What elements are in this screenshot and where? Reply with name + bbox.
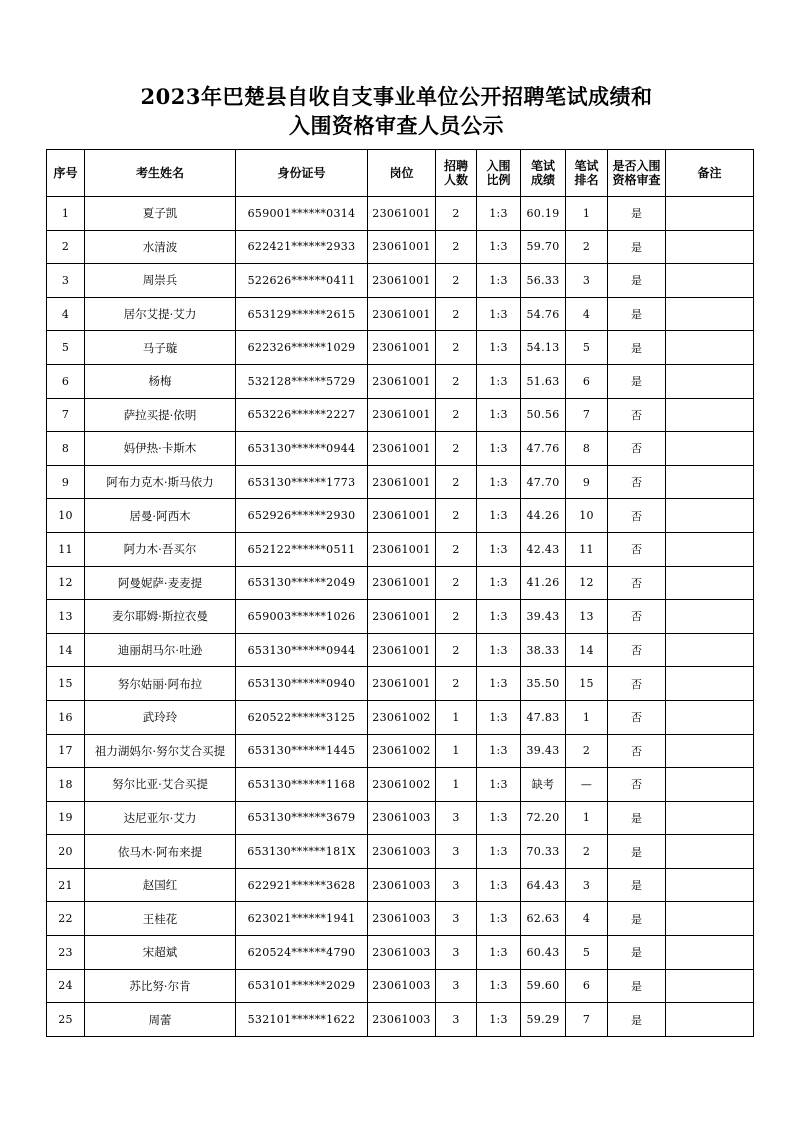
cell-post: 23061003 bbox=[368, 835, 436, 869]
cell-id: 622921******3628 bbox=[236, 868, 368, 902]
cell-id: 620522******3125 bbox=[236, 700, 368, 734]
header-ratio: 入围 比例 bbox=[477, 150, 521, 197]
cell-score: 47.70 bbox=[521, 465, 566, 499]
cell-qualify: 否 bbox=[608, 768, 666, 802]
cell-id: 653130******0944 bbox=[236, 633, 368, 667]
cell-score: 70.33 bbox=[521, 835, 566, 869]
cell-ratio: 1:3 bbox=[477, 768, 521, 802]
cell-qualify: 否 bbox=[608, 398, 666, 432]
table-header-row bbox=[47, 150, 754, 197]
cell-post: 23061002 bbox=[368, 700, 436, 734]
cell-seq: 1 bbox=[47, 197, 85, 231]
cell-name: 努尔姑丽·阿布拉 bbox=[85, 667, 236, 701]
cell-id: 653130******0940 bbox=[236, 667, 368, 701]
cell-name: 水清波 bbox=[85, 230, 236, 264]
cell-seq: 3 bbox=[47, 264, 85, 298]
cell-recruit: 2 bbox=[436, 297, 477, 331]
cell-post: 23061003 bbox=[368, 969, 436, 1003]
cell-seq: 13 bbox=[47, 600, 85, 634]
cell-seq: 4 bbox=[47, 297, 85, 331]
cell-name: 苏比努·尔肯 bbox=[85, 969, 236, 1003]
cell-seq: 20 bbox=[47, 835, 85, 869]
cell-name: 萨拉买提·依明 bbox=[85, 398, 236, 432]
cell-remark bbox=[666, 499, 754, 533]
cell-seq: 14 bbox=[47, 633, 85, 667]
cell-recruit: 3 bbox=[436, 969, 477, 1003]
cell-ratio: 1:3 bbox=[477, 297, 521, 331]
cell-name: 周崇兵 bbox=[85, 264, 236, 298]
table-row bbox=[47, 734, 754, 768]
cell-id: 653130******2049 bbox=[236, 566, 368, 600]
cell-remark bbox=[666, 331, 754, 365]
cell-id: 653226******2227 bbox=[236, 398, 368, 432]
cell-qualify: 是 bbox=[608, 969, 666, 1003]
cell-id: 653130******1168 bbox=[236, 768, 368, 802]
cell-name: 周蕾 bbox=[85, 1003, 236, 1037]
cell-ratio: 1:3 bbox=[477, 734, 521, 768]
cell-rank: 13 bbox=[566, 600, 608, 634]
cell-score: 35.50 bbox=[521, 667, 566, 701]
cell-recruit: 2 bbox=[436, 264, 477, 298]
cell-name: 赵国红 bbox=[85, 868, 236, 902]
cell-seq: 16 bbox=[47, 700, 85, 734]
cell-post: 23061001 bbox=[368, 465, 436, 499]
cell-id: 653130******1773 bbox=[236, 465, 368, 499]
cell-id: 622421******2933 bbox=[236, 230, 368, 264]
cell-score: 59.60 bbox=[521, 969, 566, 1003]
cell-qualify: 是 bbox=[608, 835, 666, 869]
cell-ratio: 1:3 bbox=[477, 230, 521, 264]
cell-qualify: 否 bbox=[608, 432, 666, 466]
cell-remark bbox=[666, 600, 754, 634]
cell-name: 阿力木·吾买尔 bbox=[85, 532, 236, 566]
cell-score: 54.76 bbox=[521, 297, 566, 331]
cell-rank: 4 bbox=[566, 902, 608, 936]
table-row bbox=[47, 600, 754, 634]
cell-id: 659001******0314 bbox=[236, 197, 368, 231]
cell-rank: 2 bbox=[566, 835, 608, 869]
cell-seq: 9 bbox=[47, 465, 85, 499]
cell-qualify: 是 bbox=[608, 1003, 666, 1037]
table-row bbox=[47, 499, 754, 533]
cell-rank: 8 bbox=[566, 432, 608, 466]
cell-qualify: 否 bbox=[608, 566, 666, 600]
cell-name: 居曼·阿西木 bbox=[85, 499, 236, 533]
cell-post: 23061001 bbox=[368, 364, 436, 398]
cell-seq: 7 bbox=[47, 398, 85, 432]
cell-remark bbox=[666, 297, 754, 331]
cell-post: 23061001 bbox=[368, 197, 436, 231]
cell-qualify: 是 bbox=[608, 331, 666, 365]
cell-ratio: 1:3 bbox=[477, 566, 521, 600]
cell-name: 迪丽胡马尔·吐逊 bbox=[85, 633, 236, 667]
cell-rank: 10 bbox=[566, 499, 608, 533]
cell-name: 居尔艾提·艾力 bbox=[85, 297, 236, 331]
cell-recruit: 3 bbox=[436, 868, 477, 902]
cell-recruit: 2 bbox=[436, 230, 477, 264]
cell-seq: 10 bbox=[47, 499, 85, 533]
cell-rank: 1 bbox=[566, 700, 608, 734]
cell-remark bbox=[666, 532, 754, 566]
cell-score: 62.63 bbox=[521, 902, 566, 936]
cell-remark bbox=[666, 264, 754, 298]
table-row bbox=[47, 432, 754, 466]
cell-ratio: 1:3 bbox=[477, 801, 521, 835]
cell-rank: 6 bbox=[566, 969, 608, 1003]
cell-name: 阿布力克木·斯马依力 bbox=[85, 465, 236, 499]
cell-qualify: 否 bbox=[608, 633, 666, 667]
cell-seq: 24 bbox=[47, 969, 85, 1003]
cell-id: 522626******0411 bbox=[236, 264, 368, 298]
cell-name: 祖力湖妈尔·努尔艾合买提 bbox=[85, 734, 236, 768]
cell-score: 47.76 bbox=[521, 432, 566, 466]
cell-seq: 19 bbox=[47, 801, 85, 835]
cell-id: 653130******3679 bbox=[236, 801, 368, 835]
cell-post: 23061003 bbox=[368, 1003, 436, 1037]
cell-recruit: 1 bbox=[436, 768, 477, 802]
header-qualify: 是否入围 资格审查 bbox=[608, 150, 666, 197]
cell-recruit: 3 bbox=[436, 801, 477, 835]
table-row bbox=[47, 902, 754, 936]
cell-score: 38.33 bbox=[521, 633, 566, 667]
cell-recruit: 2 bbox=[436, 364, 477, 398]
cell-post: 23061003 bbox=[368, 801, 436, 835]
cell-post: 23061001 bbox=[368, 432, 436, 466]
cell-id: 532101******1622 bbox=[236, 1003, 368, 1037]
table-row bbox=[47, 969, 754, 1003]
cell-recruit: 3 bbox=[436, 1003, 477, 1037]
cell-rank: 7 bbox=[566, 1003, 608, 1037]
cell-name: 努尔比亚·艾合买提 bbox=[85, 768, 236, 802]
cell-remark bbox=[666, 1003, 754, 1037]
cell-seq: 8 bbox=[47, 432, 85, 466]
cell-remark bbox=[666, 734, 754, 768]
cell-seq: 17 bbox=[47, 734, 85, 768]
cell-name: 宋超斌 bbox=[85, 936, 236, 970]
cell-id: 659003******1026 bbox=[236, 600, 368, 634]
cell-seq: 12 bbox=[47, 566, 85, 600]
table-row bbox=[47, 364, 754, 398]
cell-qualify: 是 bbox=[608, 902, 666, 936]
table-row bbox=[47, 835, 754, 869]
cell-recruit: 3 bbox=[436, 936, 477, 970]
cell-post: 23061003 bbox=[368, 902, 436, 936]
cell-remark bbox=[666, 936, 754, 970]
cell-name: 王桂花 bbox=[85, 902, 236, 936]
cell-seq: 25 bbox=[47, 1003, 85, 1037]
cell-ratio: 1:3 bbox=[477, 465, 521, 499]
cell-rank: 2 bbox=[566, 734, 608, 768]
cell-ratio: 1:3 bbox=[477, 835, 521, 869]
cell-recruit: 1 bbox=[436, 700, 477, 734]
cell-ratio: 1:3 bbox=[477, 197, 521, 231]
cell-ratio: 1:3 bbox=[477, 1003, 521, 1037]
cell-recruit: 2 bbox=[436, 197, 477, 231]
cell-qualify: 否 bbox=[608, 700, 666, 734]
cell-ratio: 1:3 bbox=[477, 499, 521, 533]
cell-ratio: 1:3 bbox=[477, 600, 521, 634]
cell-score: 51.63 bbox=[521, 364, 566, 398]
cell-rank: 3 bbox=[566, 868, 608, 902]
cell-seq: 21 bbox=[47, 868, 85, 902]
cell-ratio: 1:3 bbox=[477, 969, 521, 1003]
cell-rank: 14 bbox=[566, 633, 608, 667]
cell-post: 23061002 bbox=[368, 768, 436, 802]
cell-recruit: 2 bbox=[436, 465, 477, 499]
table-row bbox=[47, 868, 754, 902]
page-title-line2: 入围资格审查人员公示 bbox=[289, 113, 504, 138]
results-table bbox=[46, 149, 754, 1037]
cell-remark bbox=[666, 197, 754, 231]
cell-ratio: 1:3 bbox=[477, 868, 521, 902]
cell-name: 马子璇 bbox=[85, 331, 236, 365]
cell-qualify: 是 bbox=[608, 230, 666, 264]
cell-remark bbox=[666, 835, 754, 869]
table-row bbox=[47, 801, 754, 835]
cell-seq: 5 bbox=[47, 331, 85, 365]
cell-recruit: 2 bbox=[436, 331, 477, 365]
cell-recruit: 2 bbox=[436, 398, 477, 432]
cell-score: 41.26 bbox=[521, 566, 566, 600]
cell-post: 23061001 bbox=[368, 331, 436, 365]
cell-rank: — bbox=[566, 768, 608, 802]
cell-id: 532128******5729 bbox=[236, 364, 368, 398]
cell-rank: 4 bbox=[566, 297, 608, 331]
cell-score: 72.20 bbox=[521, 801, 566, 835]
cell-recruit: 2 bbox=[436, 566, 477, 600]
cell-recruit: 3 bbox=[436, 902, 477, 936]
cell-recruit: 2 bbox=[436, 667, 477, 701]
cell-remark bbox=[666, 432, 754, 466]
cell-score: 缺考 bbox=[521, 768, 566, 802]
cell-ratio: 1:3 bbox=[477, 532, 521, 566]
cell-post: 23061001 bbox=[368, 297, 436, 331]
cell-score: 60.43 bbox=[521, 936, 566, 970]
cell-recruit: 2 bbox=[436, 499, 477, 533]
cell-score: 47.83 bbox=[521, 700, 566, 734]
cell-rank: 5 bbox=[566, 331, 608, 365]
cell-id: 653129******2615 bbox=[236, 297, 368, 331]
cell-id: 622326******1029 bbox=[236, 331, 368, 365]
cell-remark bbox=[666, 364, 754, 398]
cell-id: 620524******4790 bbox=[236, 936, 368, 970]
cell-seq: 15 bbox=[47, 667, 85, 701]
cell-rank: 9 bbox=[566, 465, 608, 499]
cell-score: 56.33 bbox=[521, 264, 566, 298]
table-row bbox=[47, 700, 754, 734]
table-row bbox=[47, 197, 754, 231]
cell-seq: 11 bbox=[47, 532, 85, 566]
cell-recruit: 2 bbox=[436, 633, 477, 667]
cell-remark bbox=[666, 868, 754, 902]
cell-post: 23061001 bbox=[368, 398, 436, 432]
cell-ratio: 1:3 bbox=[477, 264, 521, 298]
table-row bbox=[47, 331, 754, 365]
cell-ratio: 1:3 bbox=[477, 936, 521, 970]
cell-name: 夏子凯 bbox=[85, 197, 236, 231]
table-row bbox=[47, 297, 754, 331]
cell-recruit: 2 bbox=[436, 432, 477, 466]
cell-rank: 3 bbox=[566, 264, 608, 298]
cell-name: 麦尔耶姆·斯拉衣曼 bbox=[85, 600, 236, 634]
cell-qualify: 是 bbox=[608, 197, 666, 231]
table-row bbox=[47, 465, 754, 499]
cell-seq: 18 bbox=[47, 768, 85, 802]
cell-post: 23061001 bbox=[368, 600, 436, 634]
cell-ratio: 1:3 bbox=[477, 432, 521, 466]
header-recruit: 招聘 人数 bbox=[436, 150, 477, 197]
header-name: 考生姓名 bbox=[85, 150, 236, 197]
cell-remark bbox=[666, 969, 754, 1003]
cell-rank: 6 bbox=[566, 364, 608, 398]
table-row bbox=[47, 398, 754, 432]
cell-id: 623021******1941 bbox=[236, 902, 368, 936]
cell-rank: 1 bbox=[566, 197, 608, 231]
cell-qualify: 否 bbox=[608, 499, 666, 533]
cell-rank: 15 bbox=[566, 667, 608, 701]
cell-qualify: 否 bbox=[608, 667, 666, 701]
header-post: 岗位 bbox=[368, 150, 436, 197]
table-row bbox=[47, 768, 754, 802]
cell-score: 39.43 bbox=[521, 600, 566, 634]
cell-remark bbox=[666, 398, 754, 432]
cell-qualify: 是 bbox=[608, 936, 666, 970]
header-remark: 备注 bbox=[666, 150, 754, 197]
cell-qualify: 否 bbox=[608, 532, 666, 566]
cell-post: 23061001 bbox=[368, 532, 436, 566]
cell-seq: 22 bbox=[47, 902, 85, 936]
cell-ratio: 1:3 bbox=[477, 902, 521, 936]
cell-post: 23061001 bbox=[368, 667, 436, 701]
table-row bbox=[47, 633, 754, 667]
cell-seq: 2 bbox=[47, 230, 85, 264]
cell-qualify: 是 bbox=[608, 297, 666, 331]
cell-post: 23061001 bbox=[368, 230, 436, 264]
cell-qualify: 是 bbox=[608, 364, 666, 398]
cell-name: 依马木·阿布来提 bbox=[85, 835, 236, 869]
cell-ratio: 1:3 bbox=[477, 700, 521, 734]
cell-recruit: 3 bbox=[436, 835, 477, 869]
table-row bbox=[47, 936, 754, 970]
table-body bbox=[47, 197, 754, 1037]
cell-score: 44.26 bbox=[521, 499, 566, 533]
cell-remark bbox=[666, 465, 754, 499]
cell-id: 653130******181X bbox=[236, 835, 368, 869]
cell-id: 652122******0511 bbox=[236, 532, 368, 566]
cell-rank: 7 bbox=[566, 398, 608, 432]
header-rank: 笔试 排名 bbox=[566, 150, 608, 197]
cell-ratio: 1:3 bbox=[477, 667, 521, 701]
cell-post: 23061003 bbox=[368, 936, 436, 970]
cell-id: 653130******0944 bbox=[236, 432, 368, 466]
cell-remark bbox=[666, 902, 754, 936]
cell-score: 50.56 bbox=[521, 398, 566, 432]
cell-name: 杨梅 bbox=[85, 364, 236, 398]
cell-qualify: 否 bbox=[608, 465, 666, 499]
cell-qualify: 是 bbox=[608, 868, 666, 902]
cell-recruit: 2 bbox=[436, 600, 477, 634]
cell-qualify: 否 bbox=[608, 600, 666, 634]
cell-seq: 6 bbox=[47, 364, 85, 398]
cell-rank: 1 bbox=[566, 801, 608, 835]
cell-ratio: 1:3 bbox=[477, 398, 521, 432]
cell-recruit: 2 bbox=[436, 532, 477, 566]
cell-name: 妈伊热·卡斯木 bbox=[85, 432, 236, 466]
cell-remark bbox=[666, 700, 754, 734]
cell-score: 39.43 bbox=[521, 734, 566, 768]
table-row bbox=[47, 1003, 754, 1037]
cell-score: 64.43 bbox=[521, 868, 566, 902]
cell-id: 653130******1445 bbox=[236, 734, 368, 768]
cell-name: 阿曼妮萨·麦麦提 bbox=[85, 566, 236, 600]
table-row bbox=[47, 667, 754, 701]
cell-remark bbox=[666, 768, 754, 802]
cell-id: 652926******2930 bbox=[236, 499, 368, 533]
cell-name: 达尼亚尔·艾力 bbox=[85, 801, 236, 835]
cell-qualify: 是 bbox=[608, 264, 666, 298]
table-row bbox=[47, 532, 754, 566]
cell-remark bbox=[666, 230, 754, 264]
cell-score: 59.70 bbox=[521, 230, 566, 264]
page-title-line1: 2023年巴楚县自收自支事业单位公开招聘笔试成绩和 bbox=[140, 84, 653, 109]
cell-ratio: 1:3 bbox=[477, 633, 521, 667]
cell-post: 23061003 bbox=[368, 868, 436, 902]
cell-post: 23061001 bbox=[368, 264, 436, 298]
table-row bbox=[47, 264, 754, 298]
cell-seq: 23 bbox=[47, 936, 85, 970]
cell-qualify: 否 bbox=[608, 734, 666, 768]
cell-recruit: 1 bbox=[436, 734, 477, 768]
cell-rank: 2 bbox=[566, 230, 608, 264]
cell-post: 23061001 bbox=[368, 499, 436, 533]
cell-remark bbox=[666, 566, 754, 600]
header-score: 笔试 成绩 bbox=[521, 150, 566, 197]
cell-score: 60.19 bbox=[521, 197, 566, 231]
cell-id: 653101******2029 bbox=[236, 969, 368, 1003]
cell-score: 54.13 bbox=[521, 331, 566, 365]
cell-rank: 11 bbox=[566, 532, 608, 566]
table-row bbox=[47, 230, 754, 264]
cell-ratio: 1:3 bbox=[477, 364, 521, 398]
header-seq: 序号 bbox=[47, 150, 85, 197]
cell-post: 23061001 bbox=[368, 566, 436, 600]
cell-qualify: 是 bbox=[608, 801, 666, 835]
cell-score: 59.29 bbox=[521, 1003, 566, 1037]
cell-post: 23061001 bbox=[368, 633, 436, 667]
cell-post: 23061002 bbox=[368, 734, 436, 768]
cell-remark bbox=[666, 667, 754, 701]
cell-remark bbox=[666, 801, 754, 835]
cell-score: 42.43 bbox=[521, 532, 566, 566]
cell-name: 武玲玲 bbox=[85, 700, 236, 734]
header-id: 身份证号 bbox=[236, 150, 368, 197]
cell-ratio: 1:3 bbox=[477, 331, 521, 365]
cell-rank: 5 bbox=[566, 936, 608, 970]
cell-remark bbox=[666, 633, 754, 667]
table-row bbox=[47, 566, 754, 600]
cell-rank: 12 bbox=[566, 566, 608, 600]
